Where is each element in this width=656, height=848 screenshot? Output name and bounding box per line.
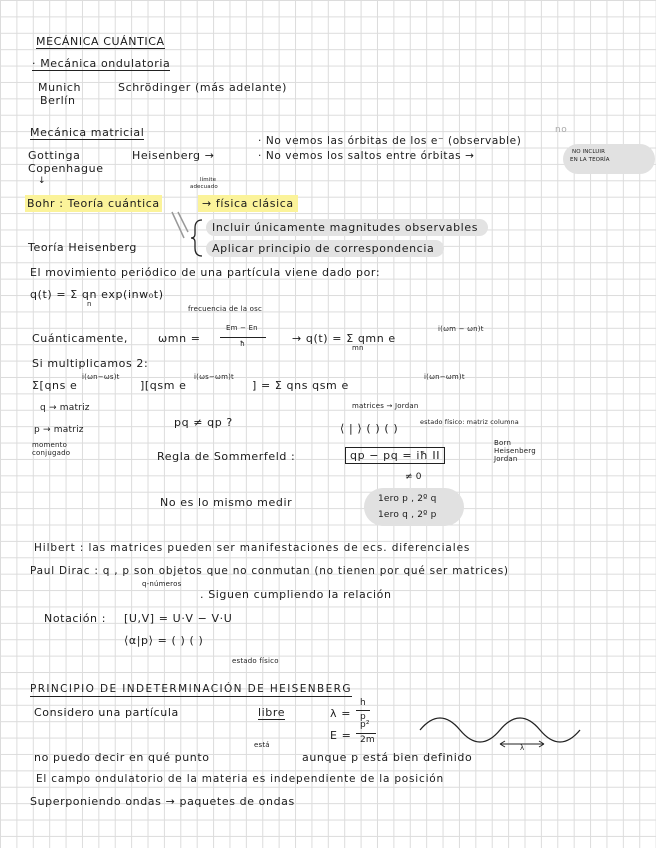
multiply-lhs: Σ[qns e [32,379,78,392]
momentum-note-2: conjugado [32,449,71,457]
lambda-eq: λ = [330,707,352,720]
names-heisenberg: Heisenberg [494,447,536,455]
brace-marks-icon [170,210,190,240]
pq-question: pq ≠ qp ? [174,416,233,429]
curly-brace-icon [190,218,204,258]
esta-word: está [254,741,270,749]
physical-state-note: estado físico [232,657,279,665]
q-matrix: q → matriz [40,403,90,413]
dirac-sub: q-números [142,580,182,588]
omega-mn: ωmn = [158,332,201,345]
periodic-formula-sub: n [87,300,92,308]
multiply-text: Si multiplicamos 2: [32,357,149,370]
p-matrix: p → matriz [34,425,84,435]
quantum-label: Cuánticamente, [32,332,128,345]
matricial-heading: Mecánica matricial [30,126,145,139]
frequency-note: frecuencia de la osc [188,305,263,313]
lambda-mark: λ [520,744,525,752]
periodic-text: El movimiento periódico de una partícula viene dado por: [30,266,381,279]
multiply-rhs: ] = Σ qns qsm e [252,379,349,392]
energy-num: p² [360,720,370,730]
notation-label: Notación : [44,612,107,625]
matrices-note: matrices → Jordan [352,402,419,410]
libre-word: libre [258,706,286,719]
fraction-bar [220,337,266,338]
energy-eq: E = [330,729,352,742]
uncertainty-line-2: El campo ondulatorio de la materia es independiente de la posición [36,773,444,785]
matricial-bullet-1: · No vemos las órbitas de los e⁻ (observable) [258,135,522,147]
sommerfeld-label: Regla de Sommerfeld : [157,450,296,463]
energy-difference: Em − En [226,324,258,332]
quantum-result-sub: mn [352,344,364,352]
multiply-rhs-exp: i(ωn−ωm)t [424,373,465,381]
bullet1-note: no [555,125,568,135]
classical-physics: → física clásica [198,195,298,212]
matricial-person: Heisenberg → [132,149,215,162]
energy-den: 2m [360,735,375,745]
lambda-den: p [360,712,366,722]
neq-zero: ≠ 0 [405,472,422,482]
state-expression: ⟨ | ⟩ ( ) ( ) [340,422,399,435]
uncertainty-heading: PRINCIPIO DE INDETERMINACIÓN DE HEISENBERG [30,683,352,695]
bullet2-note-2: EN LA TEORÍA [570,157,610,163]
ondulatoria-city: Munich [38,81,82,94]
uncertainty-line-3: Superponiendo ondas → paquetes de ondas [30,795,295,808]
uncertainty-line-1b: aunque p está bien definido [302,751,473,764]
commutator: [U,V] = U·V − V·U [124,612,233,625]
order-1: 1ero p , 2º q [378,494,437,504]
hbar: ħ [240,340,246,348]
energy-bar [356,733,376,734]
lambda-bar [356,710,370,711]
multiply-mid: ][qsm e [140,379,187,392]
braket: ⟨α|p⟩ = ( ) ( ) [124,634,204,647]
ondulatoria-heading: · Mecánica ondulatoria [32,57,171,70]
heisenberg-item-2: Aplicar principio de correspondencia [206,240,444,257]
ondulatoria-city2: Berlín [40,94,76,107]
heisenberg-theory-label: Teoría Heisenberg [28,241,137,254]
state-note: estado físico: matriz columna [420,418,519,426]
heisenberg-item-1: Incluir únicamente magnitudes observables [206,219,488,236]
lambda-num: h [360,698,366,708]
matricial-bullet-2: · No vemos los saltos entre órbitas → [258,150,475,162]
limite-note-1: límite [200,177,217,183]
down-arrow-icon: ↓ [38,176,47,186]
names-jordan: Jordan [494,455,518,463]
ondulatoria-person: Schrödinger (más adelante) [118,81,287,94]
momentum-note-1: momento [32,441,68,449]
bullet2-note-1: NO INCLUIR [572,149,606,155]
considero-text: Considero una partícula [34,706,179,719]
order-2: 1ero q , 2º p [378,510,437,520]
bohr-theory: Bohr : Teoría cuántica [27,197,160,210]
plane-wave-icon [418,708,586,748]
limite-note-2: adecuado [190,184,218,190]
periodic-formula: q(t) = Σ qn exp(inw₀t) [30,288,164,301]
multiply-lhs-exp: i(ωn−ωs)t [82,373,120,381]
hilbert-text: Hilbert : las matrices pueden ser manifestaciones de ecs. diferenciales [34,542,471,554]
quantum-result-exp: i(ωm − ωn)t [438,325,484,333]
dirac-continuation: . Siguen cumpliendo la relación [200,588,392,601]
quantum-result: → q(t) = Σ qmn e [292,332,396,345]
sommerfeld-rule: qp − pq = iħ II [345,447,445,464]
names-born: Born [494,439,512,447]
matricial-city: Gottinga [28,149,81,162]
matricial-city2: Copenhague [28,162,104,175]
multiply-mid-exp: i(ωs−ωm)t [194,373,235,381]
dirac-text: Paul Dirac : q , p son objetos que no conmutan (no tienen por qué ser matrices) [30,565,509,577]
uncertainty-line-1: no puedo decir en qué punto [34,751,210,764]
not-same-text: No es lo mismo medir [160,496,293,509]
page-title: MECÁNICA CUÁNTICA [36,35,165,48]
